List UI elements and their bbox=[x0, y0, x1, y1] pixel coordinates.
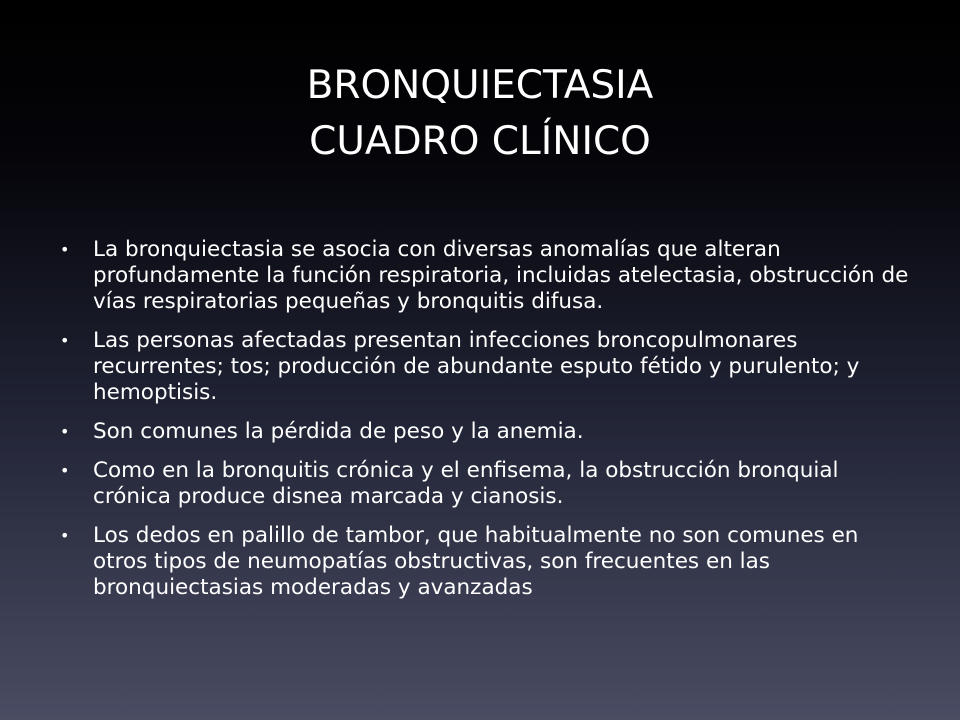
bullet-list bbox=[58, 237, 918, 614]
bullet-item bbox=[58, 237, 918, 315]
bullet-item bbox=[58, 523, 918, 601]
bullet-text: Los dedos en palillo de tambor, que habitualmente no son comunes en otros tipos de neumopatías obstructivas, son frecuentes en las bronquiectasias moderadas y avanzadas bbox=[93, 523, 859, 600]
bullet-text: Las personas afectadas presentan infecciones broncopulmonares recurrentes; tos; producción de abundante esputo fétido y purulento; y hemoptisis. bbox=[93, 328, 860, 405]
bullet-dot-icon: • bbox=[60, 526, 70, 545]
bullet-dot-icon: • bbox=[60, 422, 70, 441]
bullet-item bbox=[58, 328, 918, 406]
bullet-text: Como en la bronquitis crónica y el enfisema, la obstrucción bronquial crónica produce disnea marcada y cianosis. bbox=[93, 458, 839, 509]
title-line-2: CUADRO CLÍNICO bbox=[309, 119, 651, 164]
bullet-dot-icon: • bbox=[60, 461, 70, 480]
bullet-dot-icon: • bbox=[60, 331, 70, 350]
bullet-item bbox=[58, 419, 918, 445]
bullet-dot-icon: • bbox=[60, 240, 70, 259]
bullet-item bbox=[58, 458, 918, 510]
bullet-text: La bronquiectasia se asocia con diversas anomalías que alteran profundamente la función respiratoria, incluidas atelectasia, obstrucción de vías respiratorias pequeñas y bronquitis difusa. bbox=[93, 237, 909, 314]
bullet-text: Son comunes la pérdida de peso y la anemia. bbox=[93, 419, 584, 444]
title-line-1: BRONQUIECTASIA bbox=[306, 63, 654, 108]
slide-title bbox=[0, 58, 960, 170]
